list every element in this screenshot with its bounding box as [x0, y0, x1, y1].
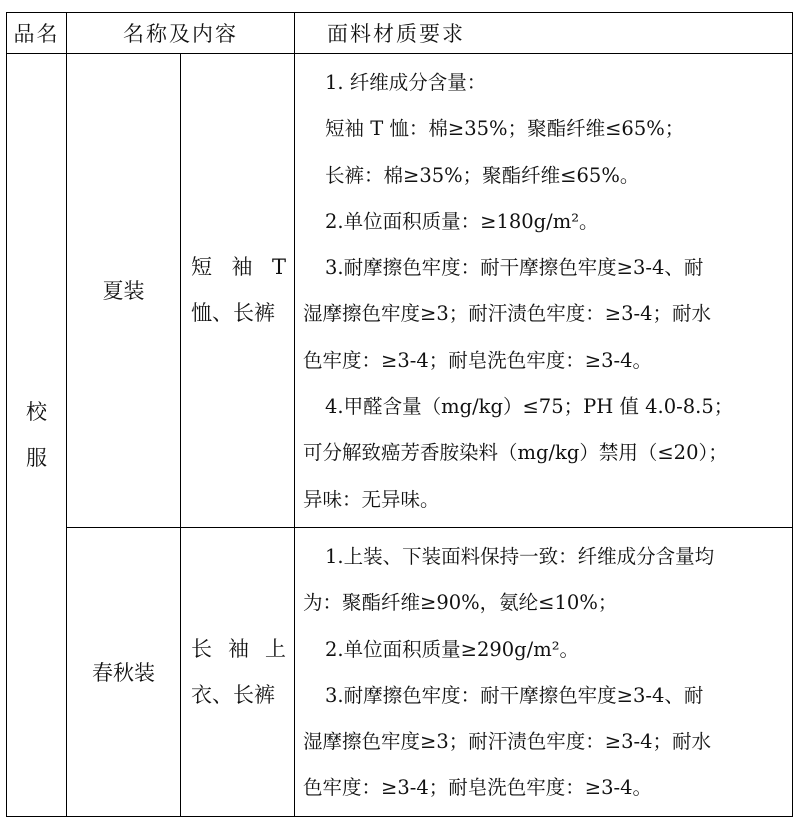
- requirement-line: 可分解致癌芳香胺染料（mg/kg）禁用（≤20）；: [303, 441, 728, 465]
- requirement-line: 湿摩擦色牢度≥3；耐汗渍色牢度：≥3-4；耐水: [303, 302, 711, 326]
- header-fabric-requirement: 面料材质要求: [295, 13, 793, 54]
- category-line: 服: [26, 445, 47, 470]
- uniform-fabric-requirements-table: [6, 12, 793, 817]
- item-line: 衣、长裤: [191, 682, 275, 707]
- requirement-line: 色牢度：≥3-4；耐皂洗色牢度：≥3-4。: [303, 776, 652, 800]
- header-row: [7, 13, 793, 54]
- requirement-line: 短袖 T 恤：棉≥35%；聚酯纤维≤65%；: [325, 117, 685, 141]
- requirement-line: 长裤：棉≥35%；聚酯纤维≤65%。: [325, 163, 640, 187]
- requirement-line: 为：聚酯纤维≥90%，氨纶≤10%；: [303, 591, 618, 615]
- category-cell: [7, 54, 67, 817]
- requirement-line: 色牢度：≥3-4；耐皂洗色牢度：≥3-4。: [303, 348, 652, 372]
- header-name-and-content: 名称及内容: [67, 13, 295, 54]
- requirement-line: 3.耐摩擦色牢度：耐干摩擦色牢度≥3-4、耐: [325, 683, 704, 707]
- requirement-cell-spring-autumn: [295, 527, 793, 816]
- item-line: 长 袖 上: [191, 636, 286, 661]
- requirement-line: 1.上装、下装面料保持一致：纤维成分含量均: [325, 544, 715, 568]
- table-row-summer: [7, 54, 793, 528]
- requirement-line: 异味：无异味。: [303, 487, 440, 511]
- requirement-line: 3.耐摩擦色牢度：耐干摩擦色牢度≥3-4、耐: [325, 256, 704, 280]
- season-cell-spring-autumn: 春秋装: [67, 527, 181, 816]
- item-line: 恤、长裤: [191, 301, 275, 326]
- requirement-line: 2.单位面积质量：≥180g/m²。: [325, 209, 599, 233]
- requirement-line: 湿摩擦色牢度≥3；耐汗渍色牢度：≥3-4；耐水: [303, 730, 711, 754]
- header-product-name: 品名: [7, 13, 67, 54]
- table-row-spring-autumn: [7, 527, 793, 816]
- item-cell-summer: [181, 54, 295, 528]
- requirement-line: 4.甲醛含量（mg/kg）≤75；PH 值 4.0-8.5；: [325, 395, 734, 419]
- season-cell-summer: 夏装: [67, 54, 181, 528]
- requirement-cell-summer: [295, 54, 793, 528]
- requirement-line: 2.单位面积质量≥290g/m²。: [325, 637, 580, 661]
- category-line: 校: [26, 399, 47, 424]
- item-line: 短 袖 T: [191, 255, 286, 280]
- requirement-line: 1. 纤维成分含量：: [325, 71, 487, 94]
- item-cell-spring-autumn: [181, 527, 295, 816]
